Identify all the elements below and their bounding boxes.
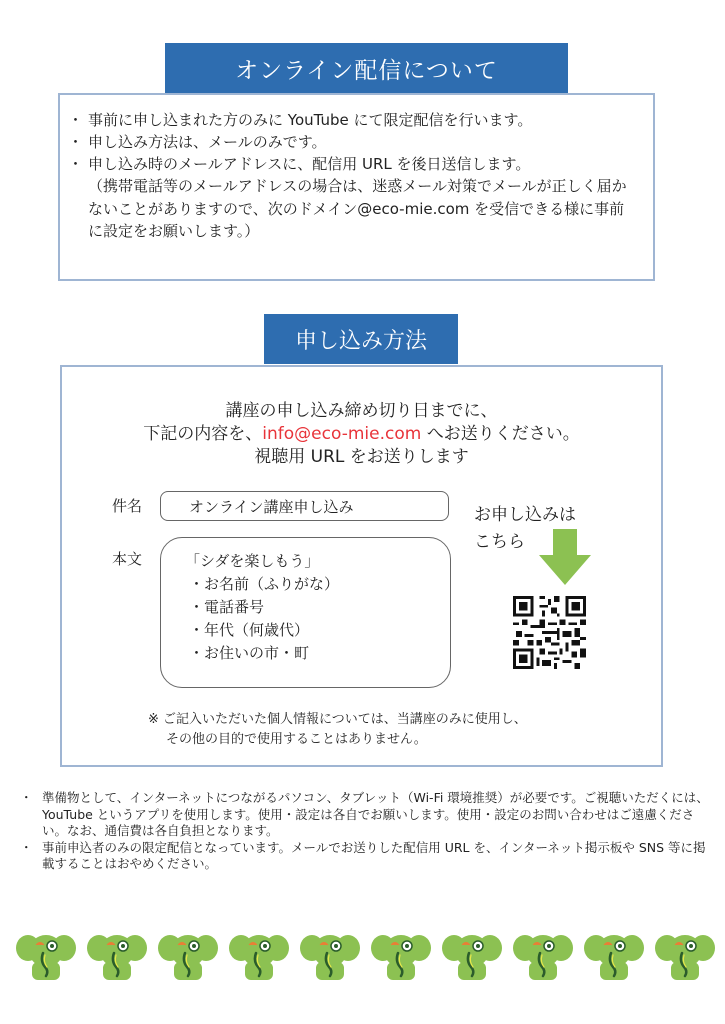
list-item: ・ 申し込み時のメールアドレスに、配信用 URL を後日送信します。 [72, 153, 653, 175]
list-item: ・お名前（ふりがな） [189, 575, 340, 593]
list-item: ・年代（何歳代） [189, 621, 310, 639]
online-bullet-list [60, 95, 653, 175]
elephant-mascot-icon [513, 926, 573, 984]
body-field [160, 537, 451, 688]
elephant-mascot-icon [442, 926, 502, 984]
intro-line-2-post: へお送りください。 [421, 424, 580, 444]
intro-line-3: 視聴用 URL をお送りします [254, 447, 469, 467]
privacy-line-1: ※ ご記入いただいた個人情報については、当講座のみに使用し、 [148, 712, 527, 727]
intro-line-2-pre: 下記の内容を、 [143, 424, 263, 444]
online-section-title: オンライン配信について [165, 43, 568, 94]
elephant-mascot-icon [229, 926, 289, 984]
subject-value: オンライン講座申し込み [189, 497, 354, 516]
body-label: 本文 [112, 550, 143, 568]
intro-line-1: 講座の申し込み締め切り日までに、 [225, 401, 498, 421]
list-item: ・ 事前申込者のみの限定配信となっています。メールでお送りした配信用 URL を、インターネット掲示板や SNS 等に掲載することはおやめください。 [22, 840, 712, 873]
elephant-mascot-icon [300, 926, 360, 984]
intro-line-2 [60, 423, 663, 446]
mobile-mail-note: （携帯電話等のメールアドレスの場合は、迷惑メール対策でメールが正しく届かないことがありますので、次のドメイン@eco-mie.com を受信できる様に事前に設定をお願いします。） [88, 177, 627, 240]
notes-list [22, 790, 712, 873]
elephant-mascot-icon [87, 926, 147, 984]
elephant-mascot-icon [158, 926, 218, 984]
cta-line-2: こちら [474, 532, 525, 552]
body-title: 「シダを楽しもう」 [185, 552, 320, 570]
mascot-row [16, 926, 716, 984]
list-item: ・電話番号 [189, 598, 265, 616]
email-link[interactable]: info@eco-mie.com [262, 424, 422, 444]
cta-line-1: お申し込みは [474, 505, 576, 525]
qr-code-icon[interactable] [513, 596, 586, 669]
down-arrow-icon [539, 529, 591, 585]
privacy-note [148, 710, 527, 750]
privacy-line-2: その他の目的で使用することはありません。 [166, 732, 427, 747]
elephant-mascot-icon [371, 926, 431, 984]
subject-field [160, 491, 449, 521]
list-item: ・お住いの市・町 [189, 644, 310, 662]
apply-intro [60, 400, 663, 469]
online-info-box [58, 93, 655, 281]
list-item: ・ 準備物として、インターネットにつながるパソコン、タブレット（Wi-Fi 環境推奨）が必要です。ご視聴いただくには、YouTube というアプリを使用します。使用・設定は各自でお願いします。使用・設定のお問い合わせはご遠慮ください。なお、通信費は各自負担となります。 [22, 790, 712, 840]
subject-label: 件名 [112, 497, 143, 515]
apply-section-title: 申し込み方法 [264, 314, 458, 364]
list-item: ・ 申し込み方法は、メールのみです。 [72, 131, 653, 153]
elephant-mascot-icon [16, 926, 76, 984]
elephant-mascot-icon [655, 926, 715, 984]
elephant-mascot-icon [584, 926, 644, 984]
notes-section [22, 790, 712, 873]
list-item: ・ 事前に申し込まれた方のみに YouTube にて限定配信を行います。 [72, 109, 653, 131]
